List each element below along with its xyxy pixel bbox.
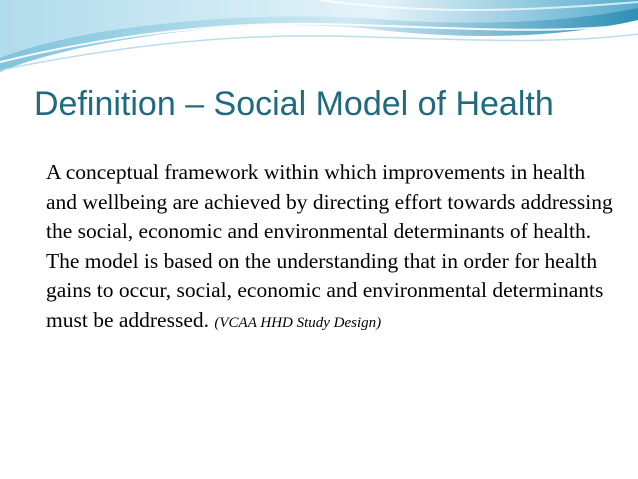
citation-source: (VCAA HHD Study Design) xyxy=(214,314,382,331)
slide-title: Definition – Social Model of Health xyxy=(34,85,554,123)
slide-body-text xyxy=(46,158,621,338)
definition-text: A conceptual framework within which improvements in health and wellbeing are achieved by directing effort towards addressing the social, economic and environmental determinants of health. The model is based on the understanding that in order for health gains to occur, social, economic and environmental determinants must be addressed. xyxy=(46,160,613,332)
wave-banner-decoration xyxy=(0,0,638,80)
